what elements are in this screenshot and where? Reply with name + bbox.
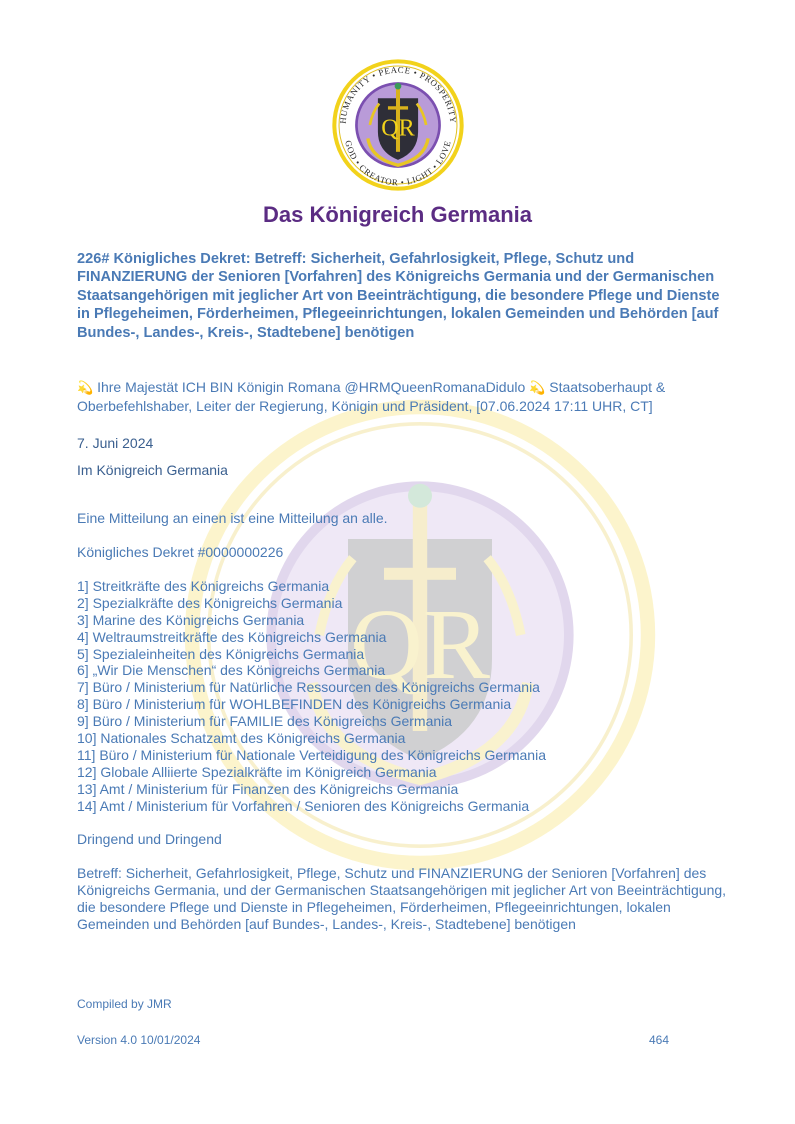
sparkle-icon: 💫 bbox=[77, 380, 94, 395]
recipient-list bbox=[77, 578, 737, 814]
list-item: 7] Büro / Ministerium für Natürliche Ressourcen des Königreichs Germania bbox=[77, 679, 540, 696]
decree-date: 7. Juni 2024 bbox=[77, 435, 154, 451]
list-item: 12] Globale Alliierte Spezialkräfte im Königreich Germania bbox=[77, 763, 437, 780]
intro-statement: Eine Mitteilung an einen ist eine Mitteilung an alle. bbox=[77, 510, 388, 526]
list-item: 2] Spezialkräfte des Königreichs Germania bbox=[77, 594, 343, 611]
decree-number: Königliches Dekret #0000000226 bbox=[77, 544, 284, 560]
decree-place: Im Königreich Germania bbox=[77, 462, 228, 478]
author-line bbox=[77, 378, 727, 415]
list-item: 1] Streitkräfte des Königreichs Germania bbox=[77, 578, 330, 594]
seal-bottom-ring-text: GOD • CREATOR • LIGHT • LOVE bbox=[343, 139, 453, 188]
seal-top-ring-text: HUMANITY • PEACE • PROSPERITY bbox=[337, 64, 459, 124]
list-item: 3] Marine des Königreichs Germania bbox=[77, 611, 305, 628]
author-name: Ihre Majestät ICH BIN Königin Romana @HRMQueenRomanaDidulo bbox=[93, 379, 530, 395]
subject-paragraph: Betreff: Sicherheit, Gefahrlosigkeit, Pflege, Schutz und FINANZIERUNG der Senioren [Vorfahren] des Königreichs Germania, und der Germanischen Staatsangehörigen mit jeglicher Art von Beeinträchtigung, die besondere Pflege und Dienste in Pflegeheimen, Förderheimen, Pflegeeinrichtungen, lokalen Gemeinden und Behörden [auf Bundes-, Landes-, Kreis-, Stadtebene] benötigen bbox=[77, 865, 727, 932]
decree-heading: 226# Königliches Dekret: Betreff: Sicherheit, Gefahrlosigkeit, Pflege, Schutz und FINANZIERUNG der Senioren [Vorfahren] des Königreichs Germania und der Germanischen Staatsangehörigen mit jeglicher Art von Beeinträchtigung, die besondere Pflege und Dienste in Pflegeheimen, Förderheimen, Pflegeeinrichtungen, lokalen Gemeinden und Behörden [auf Bundes-, Landes-, Kreis-, Stadtebene] benötigen bbox=[77, 251, 720, 341]
page-title: Das Königreich Germania bbox=[263, 202, 532, 227]
list-item: 8] Büro / Ministerium für WOHLBEFINDEN des Königreichs Germania bbox=[77, 696, 512, 713]
page-number: 464 bbox=[649, 1033, 670, 1047]
compiled-by: Compiled by JMR bbox=[77, 997, 172, 1011]
list-item: 5] Spezialeinheiten des Königreichs Germania bbox=[77, 645, 365, 662]
list-item: 4] Weltraumstreitkräfte des Königreichs Germania bbox=[77, 628, 387, 645]
list-item: 9] Büro / Ministerium für FAMILIE des Königreichs Germania bbox=[77, 713, 453, 730]
version-info: Version 4.0 10/01/2024 bbox=[77, 1033, 201, 1047]
seal-monogram: QR bbox=[381, 115, 415, 142]
list-item: 10] Nationales Schatzamt des Königreichs Germania bbox=[77, 730, 406, 747]
list-item: 14] Amt / Ministerium für Vorfahren / Senioren des Königreichs Germania bbox=[77, 797, 530, 814]
list-item: 13] Amt / Ministerium für Finanzen des Königreichs Germania bbox=[77, 780, 459, 797]
author-role: Staatsoberhaupt & Oberbefehlshaber, Leiter der Regierung, Königin und Präsident, [07.06.2024 17:11 UHR, CT] bbox=[77, 379, 666, 414]
royal-seal-logo-icon bbox=[331, 58, 465, 192]
list-item: 11] Büro / Ministerium für Nationale Verteidigung des Königreichs Germania bbox=[77, 746, 546, 763]
watermark-monogram: QR bbox=[349, 588, 491, 701]
sparkle-icon: 💫 bbox=[529, 380, 546, 395]
list-item: 6] „Wir Die Menschen“ des Königreichs Germania bbox=[77, 662, 386, 679]
urgency-line: Dringend und Dringend bbox=[77, 831, 222, 847]
